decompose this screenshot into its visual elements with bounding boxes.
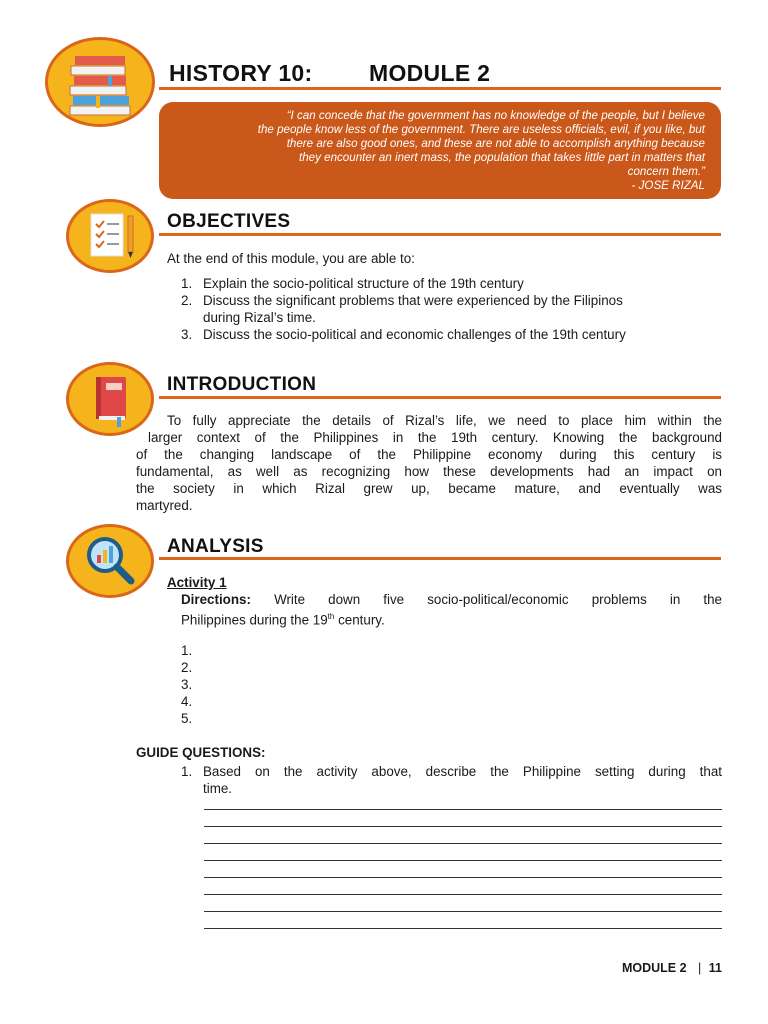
magnifier-chart-icon [66,524,154,598]
blank-item: 2. [181,660,193,675]
quote-line: the people know less of the government. There are useless officials, evil, if you like, but [257,123,705,136]
blank-item: 4. [181,694,193,709]
paragraph-line: the society in which Rizal grew up, became mature, and eventually was [136,481,722,496]
answer-line[interactable] [204,809,722,810]
page-number: 11 [708,961,722,975]
page-title-module: MODULE 2 [369,60,491,86]
footer-module: MODULE 2 [621,961,687,975]
quote-line: “I can concede that the government has no knowledge of the people, but I believe [286,109,705,122]
checklist-icon [66,199,154,273]
activity-label: Activity 1 [167,575,227,590]
blank-item: 3. [181,677,193,692]
directions-label: Directions: [181,592,251,607]
answer-line[interactable] [204,877,722,878]
objectives-list: 1. Explain the socio-political structure of the 19th century 2. Discuss the significant problems that were experienced by the Filipinos during Rizal’s time. 3. Discuss the socio-political and economic challenges of the 19th century [181,276,626,342]
notebook-icon [66,362,154,436]
paragraph-line: larger context of the Philippines in the 19th century. Knowing the background [148,430,722,445]
quote-line: concern them.” [627,165,705,178]
footer [600,961,722,975]
blank-item: 5. [181,711,193,726]
directions-line-1: Directions: Write down five socio-political/economic problems in the [181,592,722,607]
page-title [169,60,312,87]
quote-author: - JOSE RIZAL [631,179,705,192]
analysis-rule [159,557,721,560]
quote-line: there are also good ones, and these are not able to accomplish anything because [286,137,705,150]
introduction-rule [159,396,721,399]
directions-line-2: Philippines during the 19th century. [181,612,385,628]
footer-separator: | [698,961,702,975]
paragraph-line: of the changing landscape of the Philippine economy during this century is [136,447,722,462]
answer-line[interactable] [204,894,722,895]
answer-line[interactable] [204,826,722,827]
paragraph-line: To fully appreciate the details of Rizal’s life, we need to place him within the [167,413,722,428]
answer-line[interactable] [204,928,722,929]
books-icon [45,37,155,127]
header-rule [159,87,721,90]
objectives-intro: At the end of this module, you are able to: [167,251,415,266]
blank-item: 1. [181,643,193,658]
objectives-heading: OBJECTIVES [167,211,291,232]
answer-line[interactable] [204,843,722,844]
guide-questions-heading: GUIDE QUESTIONS: [136,745,266,760]
quote-line: they encounter an inert mass, the population that takes little part in matters that [298,151,705,164]
paragraph-line: fundamental, as well as recognizing how these developments had an impact on [136,464,722,479]
paragraph-line: martyred. [136,498,193,513]
introduction-heading: INTRODUCTION [167,374,317,395]
quote-box [159,102,721,199]
answer-line[interactable] [204,911,722,912]
analysis-heading: ANALYSIS [167,536,264,557]
title-subject: HISTORY 10: [169,60,313,86]
answer-line[interactable] [204,860,722,861]
objectives-rule [159,233,721,236]
